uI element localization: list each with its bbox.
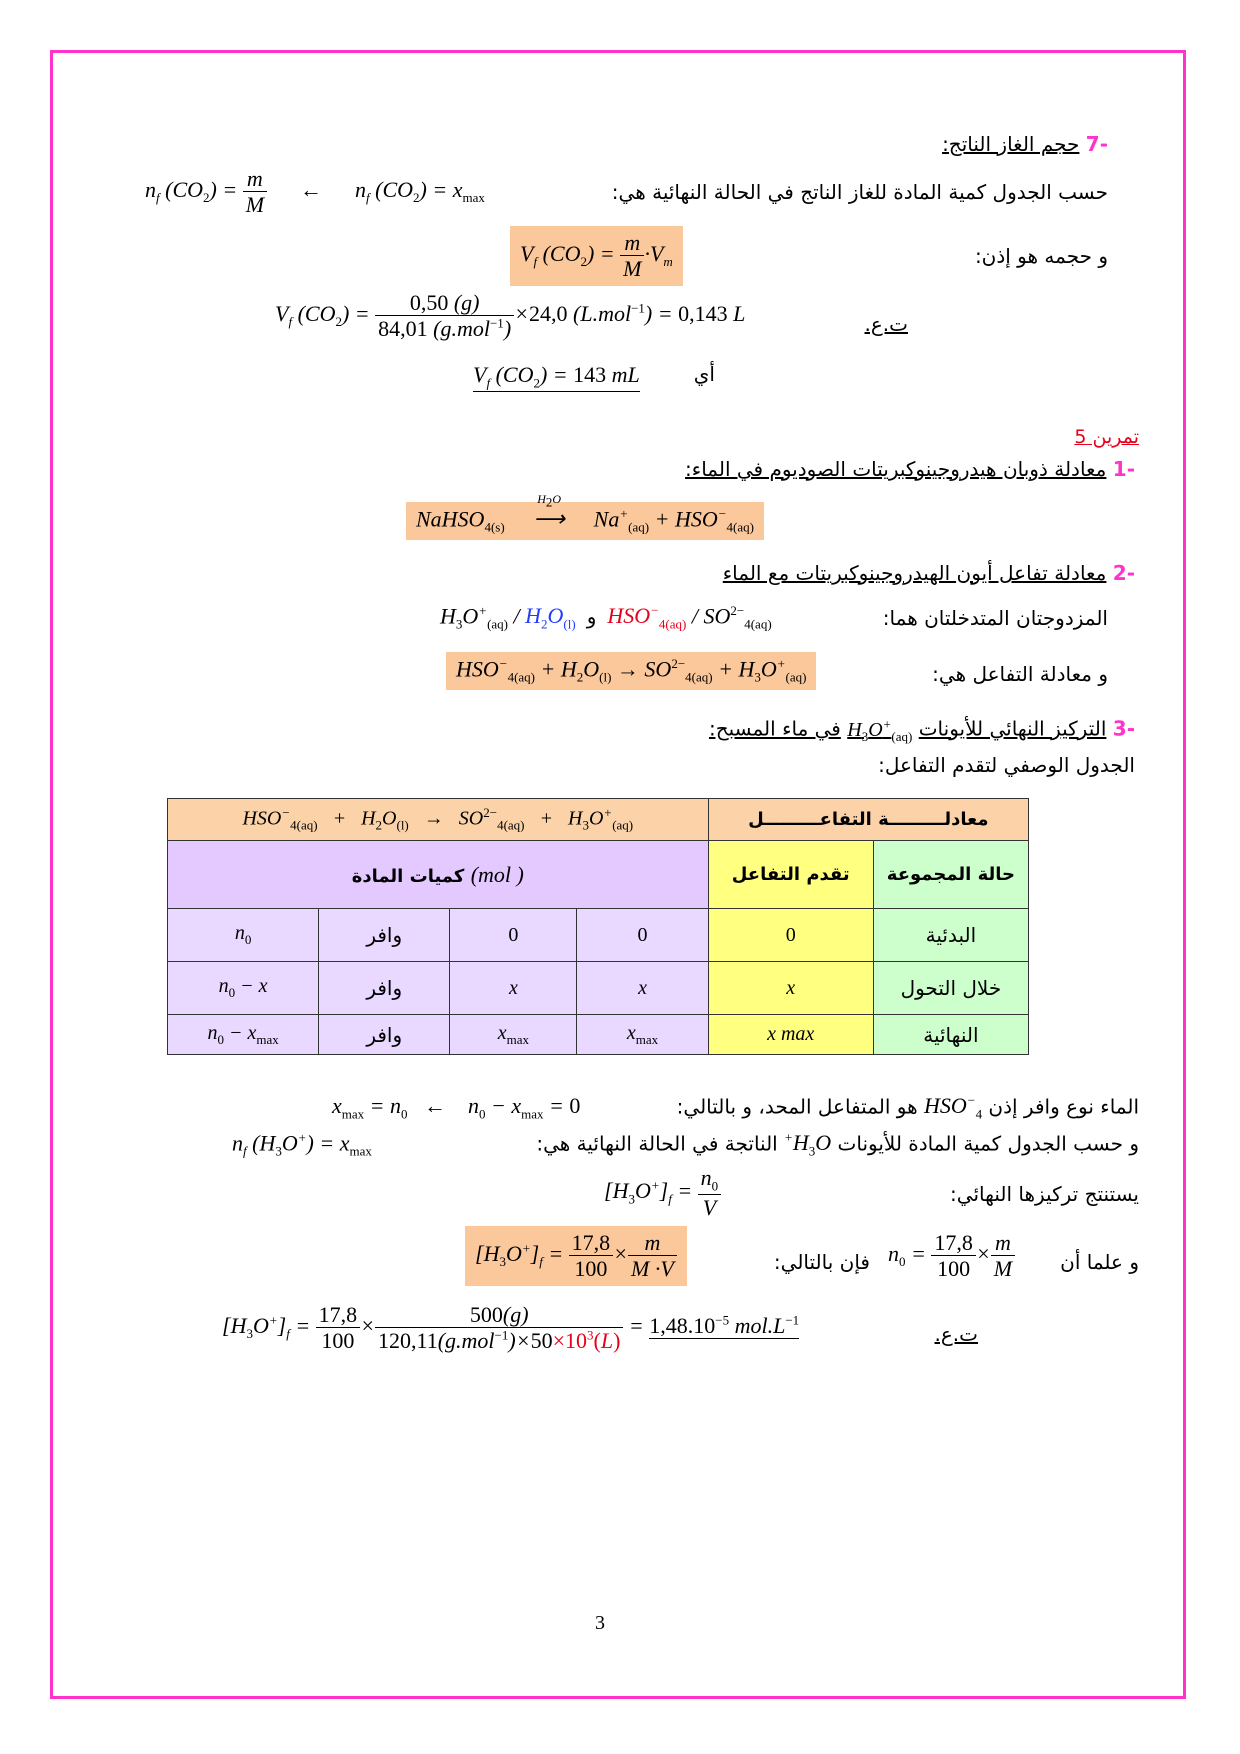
advancement-table (167, 798, 1029, 1055)
formula-concentration: $[H_3O^+]_f$ = $\frac{n_0}{V}$ (604, 1165, 721, 1221)
section-7-line1: حسب الجدول كمية المادة للغاز الناتج في الحالة النهائية هي: (611, 180, 1108, 204)
part-2-heading: -2 معادلة تفاعل أيون الهيدروجينوكبريتات مع الماء (722, 561, 1135, 585)
table-row: $n_0$ وافر 0 0 0 البدئية (168, 909, 1029, 962)
section-7-heading (942, 132, 1108, 156)
formula-nf-co2: $n_f$ $(CO_2)$ = $\frac{m}{M}$ ← $n_f$ $(CO_2) = x_{max}$ (145, 166, 485, 218)
formula-vf-highlight: $V_f$ $(CO_2)$ = $\frac{m}{M}$ $\cdot V_m$ (510, 226, 683, 286)
reaction-equation: $HSO^-_{4(aq)} + H_2O_{(l)} \to SO^{2-}_{4(aq)} + H_3O^+_{(aq)}$ (446, 652, 816, 690)
formula-n0: $n_0$ = $\frac{17,8}{100}$ × $\frac{m}{M}$ (888, 1230, 1015, 1282)
formula-nf-h3o: $n_f$ $(H_3O^+) = x_{max}$ (232, 1130, 372, 1159)
formula-concentration-highlight: $[H_3O^+]_f$ = $\frac{17,8}{100}$ × $\frac{m}{M \cdot V}$ (465, 1226, 687, 1286)
table-row: $n_0 - x_{max}$ وافر $x_{max}$ $x_{max}$ x max النهائية (168, 1015, 1029, 1055)
conclusion-line4b: فإن بالتالي: (773, 1250, 870, 1274)
table-equation: $HSO^-_{4(aq)} + H_2O_{(l)} \to SO^{2-}_{4(aq)} + H_3O^+_{(aq)}$ (168, 799, 709, 841)
section-7-line2: و حجمه هو إذن: (974, 244, 1108, 268)
formula-concentration-numeric: $[H_3O^+]_f$ = $\frac{17,8}{100}$ × $\frac{500(g)}{120,11(g.mol^{-1})\times 50\times 10^3(L)}$ = $1,48.10^{-5}$ $mol.L^{-1}$ (222, 1302, 800, 1354)
dissolution-equation: NaHSO$_{4(s)}$ $H_2O$ ⟶ $Na^+_{(aq)} + HSO^-_{4(aq)}$ (406, 502, 764, 540)
conclusion-line1: الماء نوع وافر إذن $HSO^-_4$ هو المتفاعل المحد، و بالتالي: (676, 1093, 1139, 1122)
state-header: حالة المجموعة (873, 841, 1028, 909)
section-number: -7 (1085, 132, 1108, 156)
conclusion-line3: يستنتج تركيزها النهائي: (950, 1182, 1139, 1206)
table-row: $n_0 - x$ وافر x x x خلال التحول (168, 962, 1029, 1015)
equation-label: و معادلة التفاعل هي: (932, 662, 1108, 686)
conclusion-line2: و حسب الجدول كمية المادة للأيونات $H_3O^+$ الناتجة في الحالة النهائية هي: (536, 1130, 1139, 1159)
formula-vf-final: $V_f$ $(CO_2) = 143$ mL (473, 362, 640, 391)
couples-formula: $H_3O^+_{(aq)} / H_2O_{(l)}$ و $HSO^-_{4(aq)} / SO^{2-}_{4(aq)}$ (440, 603, 772, 632)
section-title: حجم الغاز الناتج: (942, 132, 1080, 156)
couples-label: المزدوجتان المتدخلتان هما: (882, 606, 1108, 630)
page-number: 3 (595, 1612, 605, 1634)
table-title: الجدول الوصفي لتقدم التفاعل: (878, 753, 1135, 777)
amounts-header: كميات المادة (mol ) (168, 841, 709, 909)
app-label-1: ت.ع. (864, 312, 908, 336)
advance-header: تقدم التفاعل (708, 841, 873, 909)
conclusion-line4a: و علما أن (1060, 1250, 1139, 1274)
app-label-2: ت.ع. (934, 1322, 978, 1346)
formula-vf-numeric: $V_f$ $(CO_2)$ = $\frac{0,50 (g)}{84,01 (g.mol^{-1})}$ ×24,0 (L.mol$^{-1}$) = 0,143 L (275, 290, 746, 342)
part-3-heading: -3 التركيز النهائي للأيونات $H_3O^+_{(aq)}$ في ماء المسبح: (708, 716, 1135, 744)
formula-xmax: $x_{max} = n_0$ ← $n_0 - x_{max} = 0$ (332, 1093, 581, 1122)
eq-header: معادلـــــــــة التفاعـــــــــل (708, 799, 1028, 841)
exercise-title: تمرين 5 (1074, 426, 1139, 448)
ay-label: أي (693, 362, 715, 386)
part-1-heading: -1 معادلة ذوبان هيدروجينوكبريتات الصوديوم في الماء: (685, 457, 1135, 481)
